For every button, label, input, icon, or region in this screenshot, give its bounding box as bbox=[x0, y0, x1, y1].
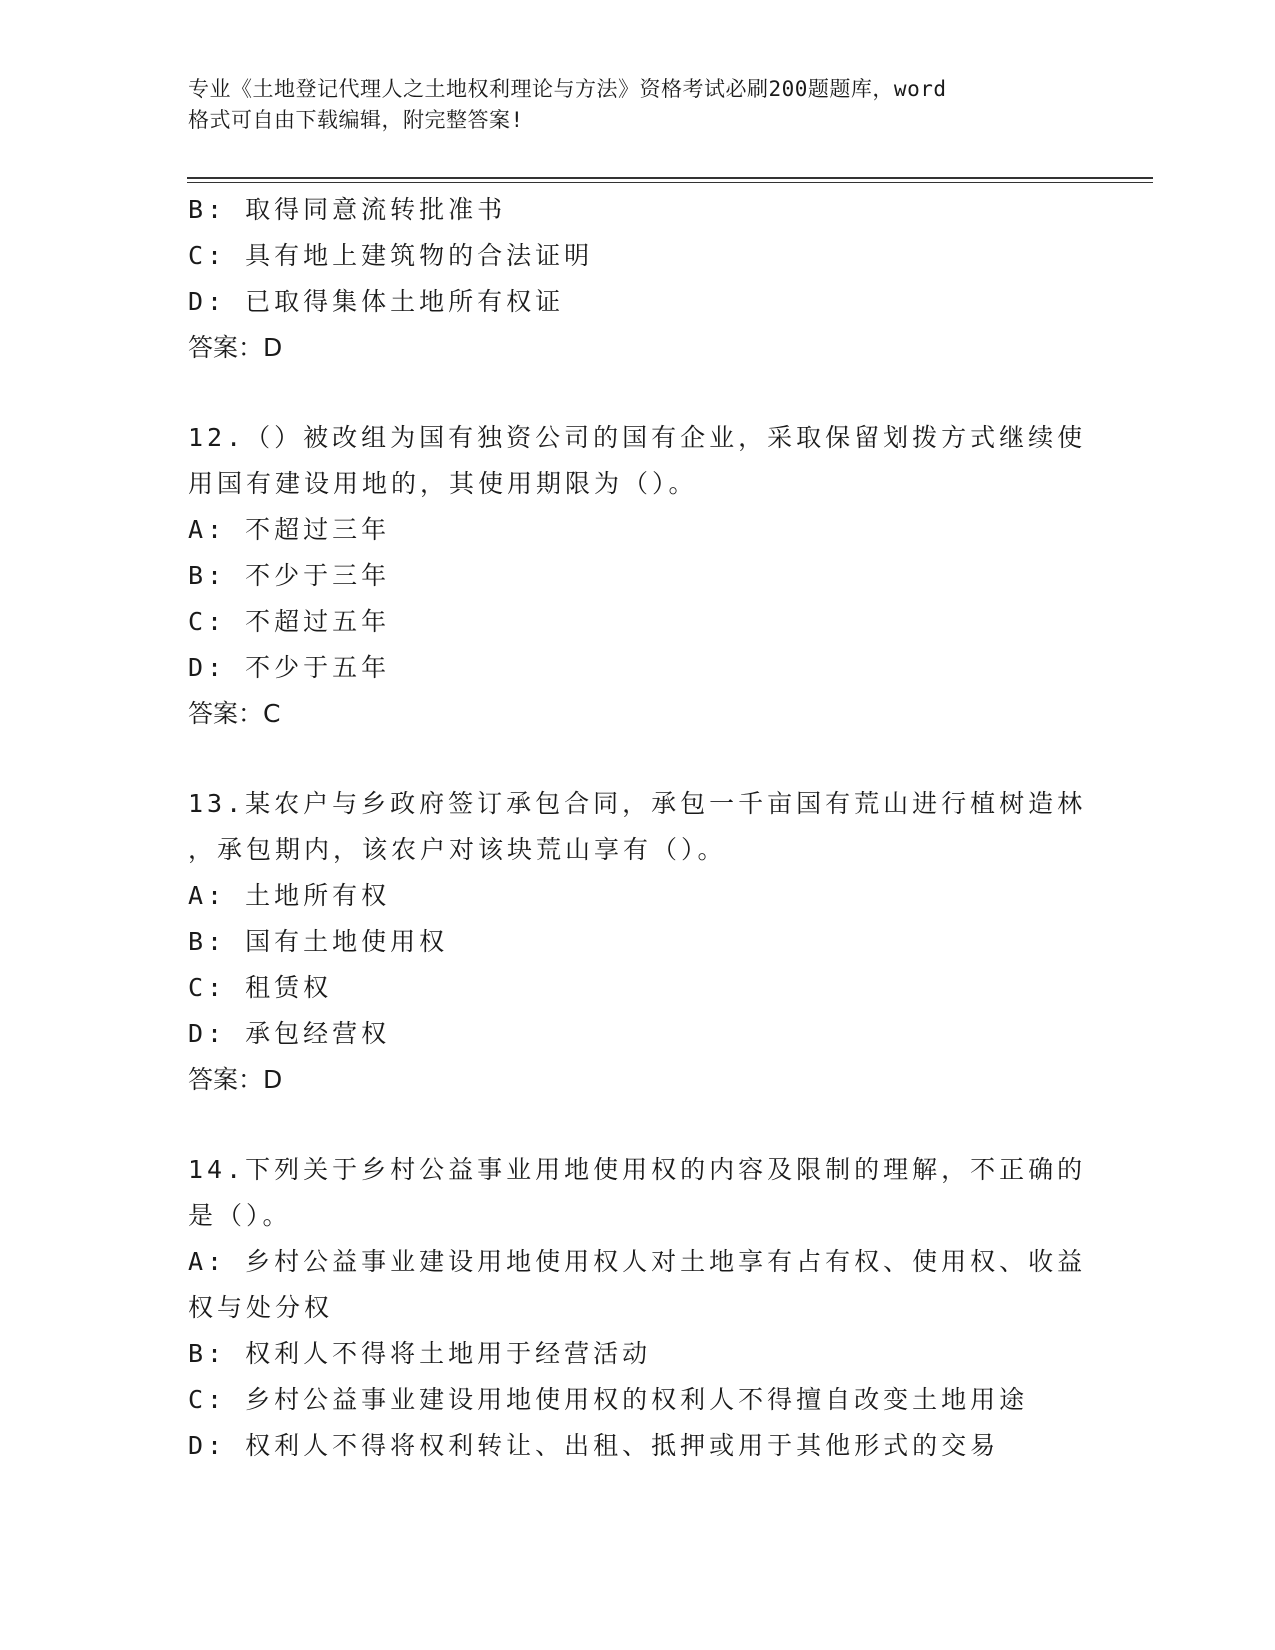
header-line-2: 格式可自由下载编辑，附完整答案! bbox=[188, 108, 524, 132]
q12-text-line-1: 12.（）被改组为国有独资公司的国有企业，采取保留划拨方式继续使 bbox=[188, 423, 1087, 452]
question-spacer bbox=[188, 1103, 1078, 1147]
header-rule-thick bbox=[187, 177, 1153, 179]
q12-option-b: B: 不少于三年 bbox=[188, 561, 391, 590]
q13-option-d: D: 承包经营权 bbox=[188, 1019, 391, 1048]
q12-option-d: D: 不少于五年 bbox=[188, 653, 391, 682]
question-spacer bbox=[188, 371, 1078, 415]
q14-option-c: C: 乡村公益事业建设用地使用权的权利人不得擅自改变土地用途 bbox=[188, 1385, 1029, 1414]
document-header bbox=[188, 74, 1068, 136]
questions-content bbox=[188, 187, 1087, 1469]
q11-option-d: D: 已取得集体土地所有权证 bbox=[188, 287, 565, 316]
q12-answer: 答案：C bbox=[188, 699, 281, 728]
q14-option-a-line-1: A: 乡村公益事业建设用地使用权人对土地享有占有权、使用权、收益 bbox=[188, 1247, 1087, 1276]
q14-text-line-1: 14.下列关于乡村公益事业用地使用权的内容及限制的理解，不正确的 bbox=[188, 1155, 1087, 1184]
q11-option-b: B: 取得同意流转批准书 bbox=[188, 195, 507, 224]
q13-option-b: B: 国有土地使用权 bbox=[188, 927, 449, 956]
question-spacer bbox=[188, 737, 1078, 781]
q14-text-line-2: 是（）。 bbox=[188, 1201, 292, 1230]
question-14 bbox=[188, 1147, 1087, 1469]
q13-answer: 答案：D bbox=[188, 1065, 283, 1094]
header-line-1: 专业《土地登记代理人之土地权利理论与方法》资格考试必刷200题题库，word bbox=[188, 77, 947, 101]
q14-option-d: D: 权利人不得将权利转让、出租、抵押或用于其他形式的交易 bbox=[188, 1431, 1000, 1460]
q12-option-c: C: 不超过五年 bbox=[188, 607, 391, 636]
q11-option-c: C: 具有地上建筑物的合法证明 bbox=[188, 241, 594, 270]
q13-text-line-1: 13.某农户与乡政府签订承包合同，承包一千亩国有荒山进行植树造林 bbox=[188, 789, 1087, 818]
q11-answer: 答案：D bbox=[188, 333, 283, 362]
q14-option-b: B: 权利人不得将土地用于经营活动 bbox=[188, 1339, 652, 1368]
question-13 bbox=[188, 781, 1087, 1103]
question-12 bbox=[188, 415, 1087, 737]
q14-option-a-line-2: 权与处分权 bbox=[188, 1293, 334, 1322]
question-11 bbox=[188, 187, 1078, 371]
header-rule-thin bbox=[187, 182, 1153, 183]
q13-text-line-2: ，承包期内，该农户对该块荒山享有（）。 bbox=[188, 835, 727, 864]
q12-option-a: A: 不超过三年 bbox=[188, 515, 391, 544]
q12-text-line-2: 用国有建设用地的，其使用期限为（）。 bbox=[188, 469, 698, 498]
q13-option-a: A: 土地所有权 bbox=[188, 881, 391, 910]
q13-option-c: C: 租赁权 bbox=[188, 973, 333, 1002]
